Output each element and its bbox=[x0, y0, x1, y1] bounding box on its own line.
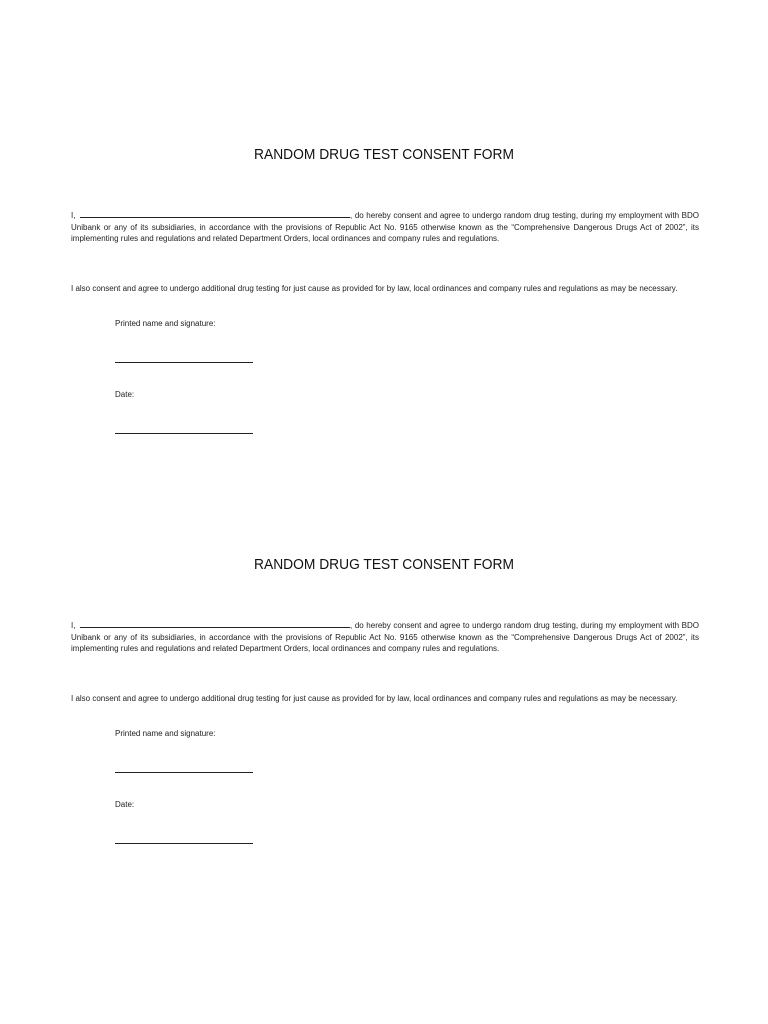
consent-form-2 bbox=[0, 410, 768, 820]
consent-text: , do hereby consent and agree to undergo random drug testing, during my employment with BDO Unibank or any of its subsidiaries, in accordance with the provisions of Republic Act No. 9165 otherwise known as the “Comprehensive Dangerous Drugs Act of 2002”, its implementing rules and regulations and related Department Orders, local ordinances and company rules and regulations. bbox=[71, 621, 699, 653]
signature-line[interactable] bbox=[115, 772, 253, 773]
signature-label: Printed name and signature: bbox=[115, 729, 216, 738]
form-title: RANDOM DRUG TEST CONSENT FORM bbox=[254, 146, 514, 163]
date-label: Date: bbox=[115, 390, 135, 399]
date-label: Date: bbox=[115, 800, 135, 809]
consent-form-1 bbox=[0, 0, 768, 410]
consent-paragraph bbox=[71, 210, 699, 245]
consent-paragraph bbox=[71, 620, 699, 655]
consent-text: , do hereby consent and agree to undergo random drug testing, during my employment with BDO Unibank or any of its subsidiaries, in accordance with the provisions of Republic Act No. 9165 otherwise known as the “Comprehensive Dangerous Drugs Act of 2002”, its implementing rules and regulations and related Department Orders, local ordinances and company rules and regulations. bbox=[71, 211, 699, 243]
form-title: RANDOM DRUG TEST CONSENT FORM bbox=[254, 556, 514, 573]
consent-prefix: I, bbox=[71, 211, 76, 220]
signature-label: Printed name and signature: bbox=[115, 319, 216, 328]
name-blank-field[interactable] bbox=[80, 210, 350, 218]
name-blank-field[interactable] bbox=[80, 620, 350, 628]
date-line[interactable] bbox=[115, 843, 253, 844]
signature-line[interactable] bbox=[115, 362, 253, 363]
additional-consent-paragraph: I also consent and agree to undergo additional drug testing for just cause as provided for by law, local ordinances and company rules and regulations as may be necessary. bbox=[71, 284, 678, 293]
consent-prefix: I, bbox=[71, 621, 76, 630]
additional-consent-paragraph: I also consent and agree to undergo additional drug testing for just cause as provided for by law, local ordinances and company rules and regulations as may be necessary. bbox=[71, 694, 678, 703]
